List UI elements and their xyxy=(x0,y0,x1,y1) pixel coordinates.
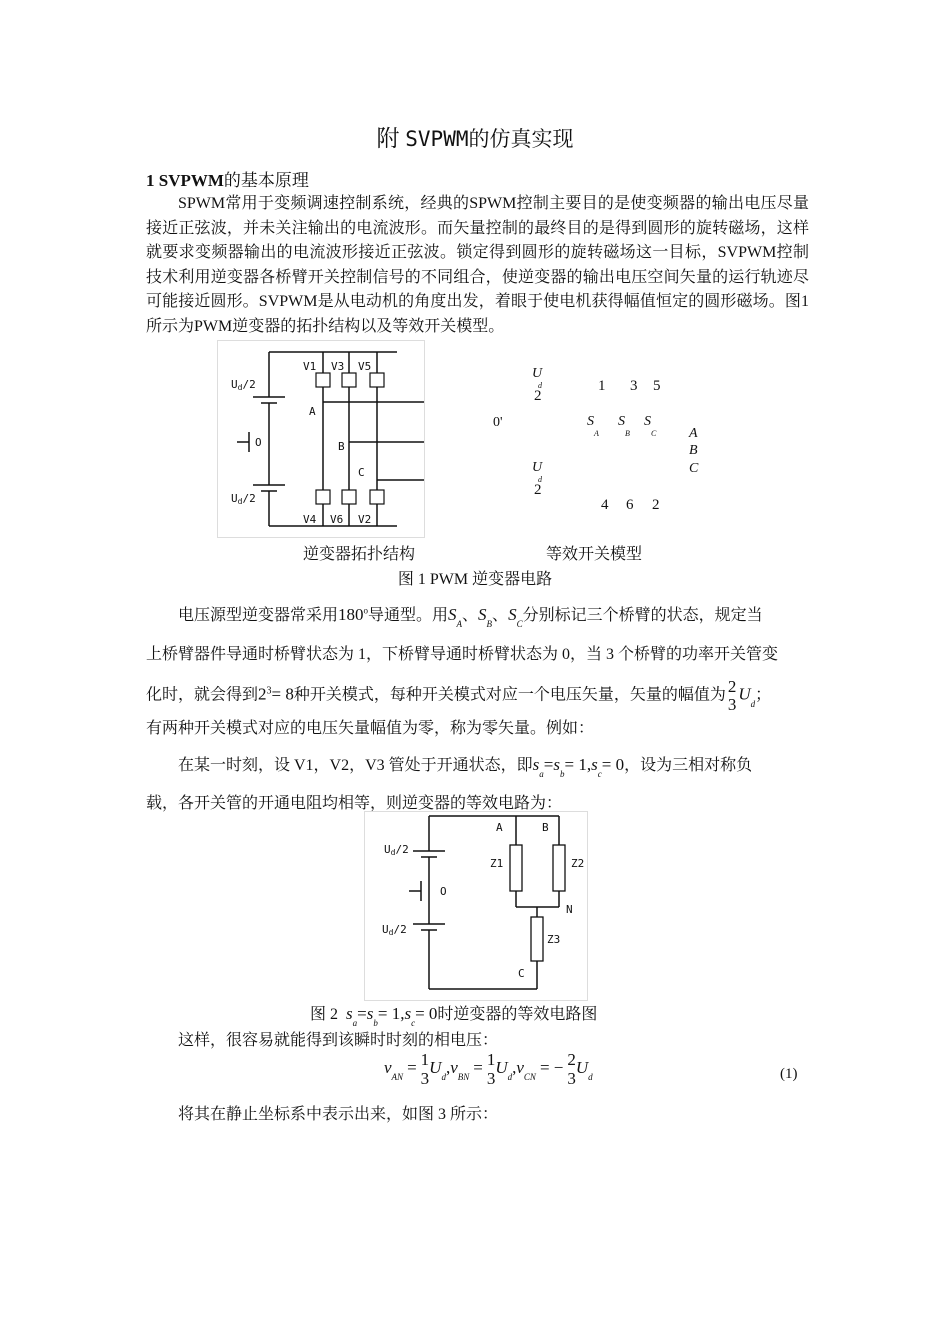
para2-line2: 上桥臂器件导通时桥臂状态为 1，下桥臂导通时桥臂状态为 0，当 3 个桥臂的功率开关管变 xyxy=(146,646,779,663)
fig2-label-o: O xyxy=(440,885,447,898)
model-sb-sub: B xyxy=(625,429,630,438)
fig2-caption: 图 2 $s_a=s_b= 1,s_c= 0$时逆变器的等效电路图 xyxy=(310,1004,598,1028)
para4-text: 这样，很容易就能得到该瞬时时刻的相电压： xyxy=(178,1032,499,1049)
model-u-bottom: U xyxy=(532,460,543,475)
model-d-top: d xyxy=(538,381,542,390)
fig2-label-c: C xyxy=(518,967,525,980)
para3-line2: 载，各开关管的开通电阻均相等，则逆变器的等效电路为： xyxy=(146,795,563,812)
model-out-b: B xyxy=(689,443,698,458)
para5-text: 将其在静止坐标系中表示出来，如图 3 所示： xyxy=(178,1106,499,1123)
label-v4: V4 xyxy=(303,513,317,526)
switch-model-diagram xyxy=(480,360,710,520)
page-title xyxy=(0,120,950,153)
fig2-label-ud2-top: Ud/2 xyxy=(384,843,409,857)
label-a: A xyxy=(309,405,316,418)
equivalent-circuit-diagram xyxy=(364,811,588,1001)
label-v6: V6 xyxy=(330,513,344,526)
fig2-label-a: A xyxy=(496,821,503,834)
section-rest: 的基本原理 xyxy=(223,171,309,190)
label-v1: V1 xyxy=(303,360,317,373)
label-c: C xyxy=(358,466,365,479)
section-name: SVPWM xyxy=(158,171,224,190)
model-sa-sub: A xyxy=(594,429,599,438)
label-b: B xyxy=(338,440,345,453)
fig1-subcaption-right: 等效开关模型 xyxy=(546,546,643,563)
para3-line1: 在某一时刻，设 V1，V2，V3 管处于开通状态，即$s_a=s_b= 1,s_c= 0$，设为三相对称负 xyxy=(178,755,753,779)
fig2-label-z2: Z2 xyxy=(571,857,585,870)
paragraph-intro-text: SPWM常用于变频调速控制系统，经典的SPWM控制主要目的是使变频器的输出电压尽量接近正弦波，并未关注输出的电流波形。而矢量控制的最终目的是得到圆形的旋转磁场，这样就要求变频器输出的电流波形接近正弦波。锁定得到圆形的旋转磁场这一目标，SVPWM控制技术利用逆变器各桥臂开关控制信号的不同组合，使逆变器的输出电压空间矢量的运行轨迹尽可能接近圆形。SVPWM是从电动机的角度出发，着眼于使电机获得幅值恒定的圆形磁场。图1所示为PWM逆变器的拓扑结构以及等效开关模型。 xyxy=(146,195,809,335)
model-u-top: U xyxy=(532,366,543,381)
model-two-top: 2 xyxy=(534,388,542,404)
title-prefix: 附 xyxy=(376,126,400,151)
title-text: SVPWM的仿真实现 xyxy=(405,127,574,151)
inverter-topology-diagram xyxy=(217,340,425,538)
label-ud2-bottom: Ud/2 xyxy=(231,492,256,506)
model-d-bottom: d xyxy=(538,475,542,484)
label-v2: V2 xyxy=(358,513,372,526)
fig1-subcaption-left: 逆变器拓扑结构 xyxy=(303,546,416,563)
model-2: 2 xyxy=(652,497,660,513)
model-6: 6 xyxy=(626,497,634,513)
model-out-c: C xyxy=(689,461,699,476)
fig1-caption: 图 1 PWM 逆变器电路 xyxy=(397,571,553,588)
label-o: O xyxy=(255,436,262,449)
para2-line1: 电压源型逆变器常采用180$^o$导通型。用$S_A$、$S_B$、$S_C$分别标记三个桥臂的状态，规定当 xyxy=(178,605,763,629)
para2-line3: 化时，就会得到$2^3= 8$种开关模式，每种开关模式对应一个电压矢量，矢量的幅值为 2 3 $U_d$； xyxy=(146,677,772,714)
model-sc: S xyxy=(644,414,651,429)
fig2-label-b: B xyxy=(542,821,549,834)
fig2-label-z1: Z1 xyxy=(490,857,504,870)
fig2-label-n: N xyxy=(566,903,573,916)
label-v3: V3 xyxy=(331,360,345,373)
section-heading xyxy=(146,166,309,191)
model-two-bottom: 2 xyxy=(534,482,542,498)
model-1: 1 xyxy=(598,378,606,394)
label-v5: V5 xyxy=(358,360,372,373)
model-4: 4 xyxy=(601,497,609,513)
model-sc-sub: C xyxy=(651,429,657,438)
fig2-label-z3: Z3 xyxy=(547,933,561,946)
model-3: 3 xyxy=(630,378,638,394)
section-number: 1 xyxy=(146,171,155,190)
model-sa: S xyxy=(587,414,594,429)
model-5: 5 xyxy=(653,378,661,394)
paragraph-intro xyxy=(146,192,809,340)
para2-line4: 有两种开关模式对应的电压矢量幅值为零，称为零矢量。例如： xyxy=(146,720,595,737)
equation-1: $v_{AN}$ = 1 3 $U_d,v_{BN}$ = 1 3 $U_d,v_{CN}$ = − 2 3 $U_d$ xyxy=(384,1050,593,1088)
model-o: 0' xyxy=(493,415,503,430)
model-sb: S xyxy=(618,414,625,429)
model-out-a: A xyxy=(689,426,698,441)
fig2-label-ud2-bottom: Ud/2 xyxy=(382,923,407,937)
equation-1-number: (1) xyxy=(780,1066,798,1082)
label-ud2-top: Ud/2 xyxy=(231,378,256,392)
